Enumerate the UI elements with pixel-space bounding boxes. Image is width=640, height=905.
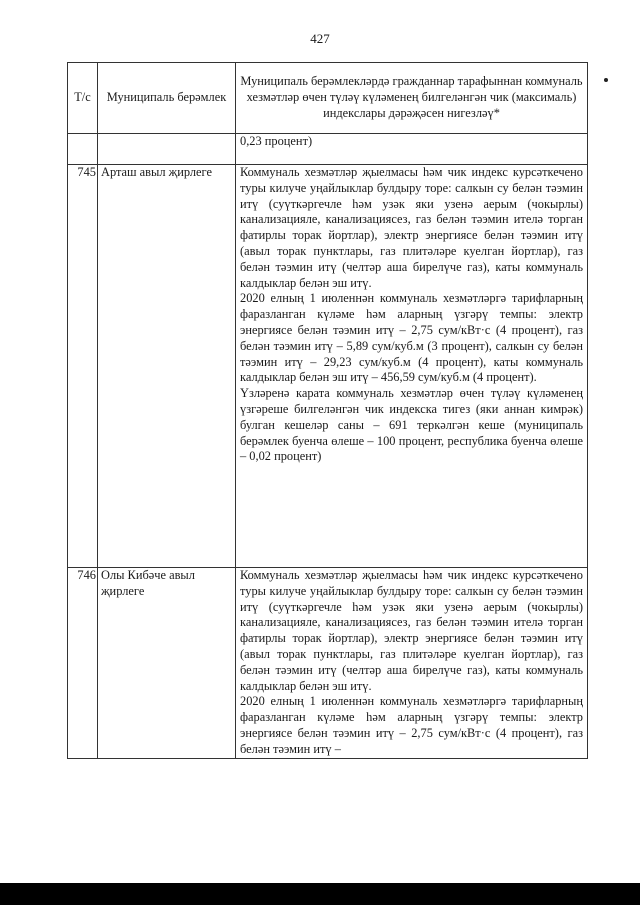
header-number: Т/с: [68, 63, 98, 134]
row-number: 745: [68, 165, 98, 568]
scan-speck: [604, 78, 608, 82]
header-indices: Муниципаль берәмлекләрдә гражданнар тарафыннан коммуналь хезмәтләр өчен түләү күләменең билгеләнгән чик (максималь) индекслары дәрәҗәсен нигезләү*: [236, 63, 588, 134]
page-number: 427: [310, 31, 330, 46]
row-number: [68, 134, 98, 165]
row-municipality: [98, 134, 236, 165]
description-paragraph: Үзләренә карата коммуналь хезмәтләр өчен түләү күләменең үзгәреше билгеләнгән чик индекска тигез (яки аннан кимрәк) булган кешеләр саны – 691 теркәлгән кеше (муниципаль берәмлек буенча өлеше – 100 процент, республика буенча өлеше – 0,02 процент): [240, 386, 583, 464]
row-number: 746: [68, 568, 98, 759]
scan-bottom-edge: [0, 883, 640, 905]
row-description: [236, 134, 588, 165]
description-paragraph: Коммуналь хезмәтләр җыелмасы һәм чик индекс курсәткечено туры килуче уңайлыклар булдыру торе: салкын су белән тәэмин итү (суүткәргечле һәм узәк яки узенә аерым (чокырлы) канализацияле, канализациясез, газ белән тәэмин ителә торган фатирлы торак йортлар), электр энергиясе белән тәэмин итү (авыл торак пунктлары, газ плитәләре куелган йортлар), газ белән тәэмин итү (челтәр аша бирелүче газ), каты коммуналь калдыклар белән эш итү.: [240, 165, 583, 290]
row-municipality: Арташ авыл җирлеге: [98, 165, 236, 568]
description-paragraph: 2020 елның 1 июленнән коммуналь хезмәтләргә тарифларның фаразланган күләме һәм аларның үзгәрү темпы: электр энергиясе белән тәэмин итү – 2,75 сум/кВт·с (4 процент), газ белән тәэмин итү –: [240, 694, 583, 756]
municipality-table: [67, 62, 588, 759]
header-municipality: Муниципаль берәмлек: [98, 63, 236, 134]
description-paragraph: 2020 елның 1 июленнән коммуналь хезмәтләргә тарифларның фаразланган күләме һәм аларның үзгәрү темпы: электр энергиясе белән тәэмин итү – 2,75 сум/кВт·с (4 процент), газ белән тәэмин итү – 5,89 сум/куб.м (3 процент), салкын су белән тәэмин итү – 29,23 сум/куб.м (4 процент), каты коммуналь калдыклар белән эш итү – 456,59 сум/куб.м (4 процент).: [240, 291, 583, 385]
description-paragraph: Коммуналь хезмәтләр җыелмасы һәм чик индекс курсәткечено туры килуче уңайлыклар булдыру торе: салкын су белән тәэмин итү (суүткәргечле һәм узәк яки узенә аерым (чокырлы) канализацияле, канализациясез, газ белән тәэмин ителә торган фатирлы торак йортлар), электр энергиясе белән тәэмин итү (авыл торак пунктлары, газ плитәләре куелган йортлар), газ белән тәэмин итү (челтәр аша бирелүче газ), каты коммуналь калдыклар белән эш итү.: [240, 568, 583, 693]
table-row-745: [68, 165, 588, 568]
table-header-row: [68, 63, 588, 134]
row-description: [236, 568, 588, 759]
table-row-continuation: [68, 134, 588, 165]
row-municipality: Олы Кибәче авыл җирлеге: [98, 568, 236, 759]
table-row-746: [68, 568, 588, 759]
description-paragraph: 0,23 процент): [240, 134, 313, 148]
row-description: [236, 165, 588, 568]
